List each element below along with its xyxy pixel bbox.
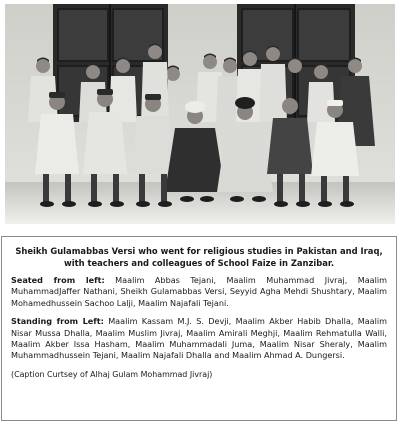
seated-names: Maalim Abbas Tejani, Maalim Muhammad Jivraj, Maalim MuhammadJaffer Nathani, Sheikh Gulamabbas Versi, Seyyid Agha Mehdi Shushtary, Maalim Mohamedhussein Sachoo Lalji, Maalim Najafali Tejani. — [11, 275, 387, 308]
seated-lead: Seated from left: — [11, 275, 105, 285]
caption-title: Sheikh Gulamabbas Versi who went for religious studies in Pakistan and Iraq, with teachers and colleagues of School Faize in Zanzibar. — [15, 246, 383, 268]
standing-lead: Standing from Left: — [11, 316, 104, 327]
seated-caption — [11, 275, 387, 309]
group-photograph — [5, 4, 395, 224]
standing-names: Maalim Kassam M.J. S. Devji, Maalim Akber Habib Dhalla, Maalim Nisar Mussa Dhalla, Maalim Muslim Jivraj, Maalim Amirali Meghji, Maalim Rehmatulla Walli, Maalim Akber Issa Hasham, Maalim Muhammadali Juma, Maalim Nisar Sheraly, Maalim Muhammadhussein Tejani, Maalim Najafali Dhalla and Maalim Ahmad A. Dungersi. — [11, 316, 387, 361]
standing-caption — [11, 316, 387, 362]
caption-credit: (Caption Curtsey of Alhaj Gulam Mohammad Jivraj) — [11, 369, 213, 379]
caption-box — [1, 236, 397, 421]
